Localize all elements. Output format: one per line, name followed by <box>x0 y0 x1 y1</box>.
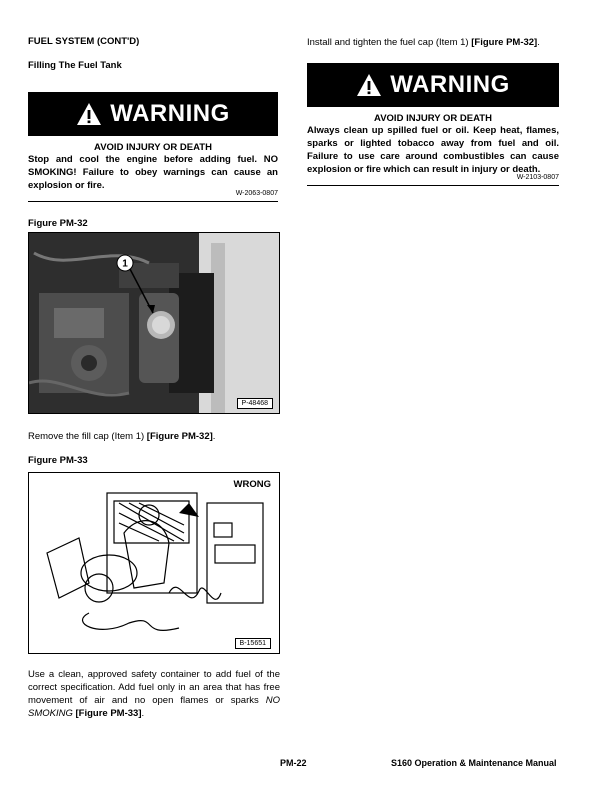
engine-photo-illustration <box>29 233 279 413</box>
warning-triangle-icon <box>356 73 382 97</box>
install-cap-instruction <box>307 36 559 49</box>
warning-heading: AVOID INJURY OR DEATH <box>94 142 212 153</box>
warning-banner-text: WARNING <box>110 100 230 127</box>
figure-reference: [Figure PM-32] <box>146 431 213 442</box>
warning-heading: AVOID INJURY OR DEATH <box>374 113 492 124</box>
warning-body: Always clean up spilled fuel or oil. Keep heat, flames, sparks or lighted tobacco away from fuel and oil. Failure to use care around combustibles can cause explosion or fire which can result in injury or death. <box>307 125 559 175</box>
refuel-drawing <box>29 473 279 653</box>
instruction-end: . <box>141 708 145 719</box>
instruction-text: Install and tighten the fuel cap (Item 1) <box>307 37 472 48</box>
figure-label: Figure PM-33 <box>28 455 88 466</box>
engine-photo <box>28 232 280 414</box>
instruction-end: . <box>537 37 540 48</box>
no-smoking-text: NO SMOKING <box>28 695 280 719</box>
warning-banner <box>307 63 559 107</box>
wrong-refuel-illustration <box>28 472 280 654</box>
figure-reference: [Figure PM-32] <box>471 37 538 48</box>
warning-body: Stop and cool the engine before adding fuel. NO SMOKING! Failure to obey warnings can cause an explosion or fire. <box>28 154 278 191</box>
remove-cap-instruction <box>28 430 278 443</box>
item-callout: 1 <box>122 258 128 270</box>
warning-divider <box>307 185 559 186</box>
subsection-title: Filling The Fuel Tank <box>28 60 122 71</box>
warning-divider <box>28 201 278 202</box>
warning-banner-text: WARNING <box>390 71 510 98</box>
figure-code: P-48468 <box>237 398 273 409</box>
instruction-text: Use a clean, approved safety container to add fuel of the correct specification. Add fuel only in an area that has free movement of air and no open flames or sparks <box>28 669 280 706</box>
refuel-instruction <box>28 668 280 720</box>
warning-code: W-2103-0807 <box>516 174 559 181</box>
warning-triangle-icon <box>76 102 102 126</box>
figure-label: Figure PM-32 <box>28 218 88 229</box>
manual-title: S160 Operation & Maintenance Manual <box>391 758 557 768</box>
wrong-label: WRONG <box>233 479 271 490</box>
warning-code: W-2063-0807 <box>235 190 278 197</box>
warning-banner <box>28 92 278 136</box>
section-title: FUEL SYSTEM (CONT'D) <box>28 36 140 47</box>
instruction-end: . <box>212 431 216 442</box>
figure-reference: [Figure PM-33] <box>72 708 142 719</box>
figure-code: B-15651 <box>235 638 271 649</box>
page-number: PM-22 <box>280 758 307 768</box>
instruction-text: Remove the fill cap (Item 1) <box>28 431 147 442</box>
